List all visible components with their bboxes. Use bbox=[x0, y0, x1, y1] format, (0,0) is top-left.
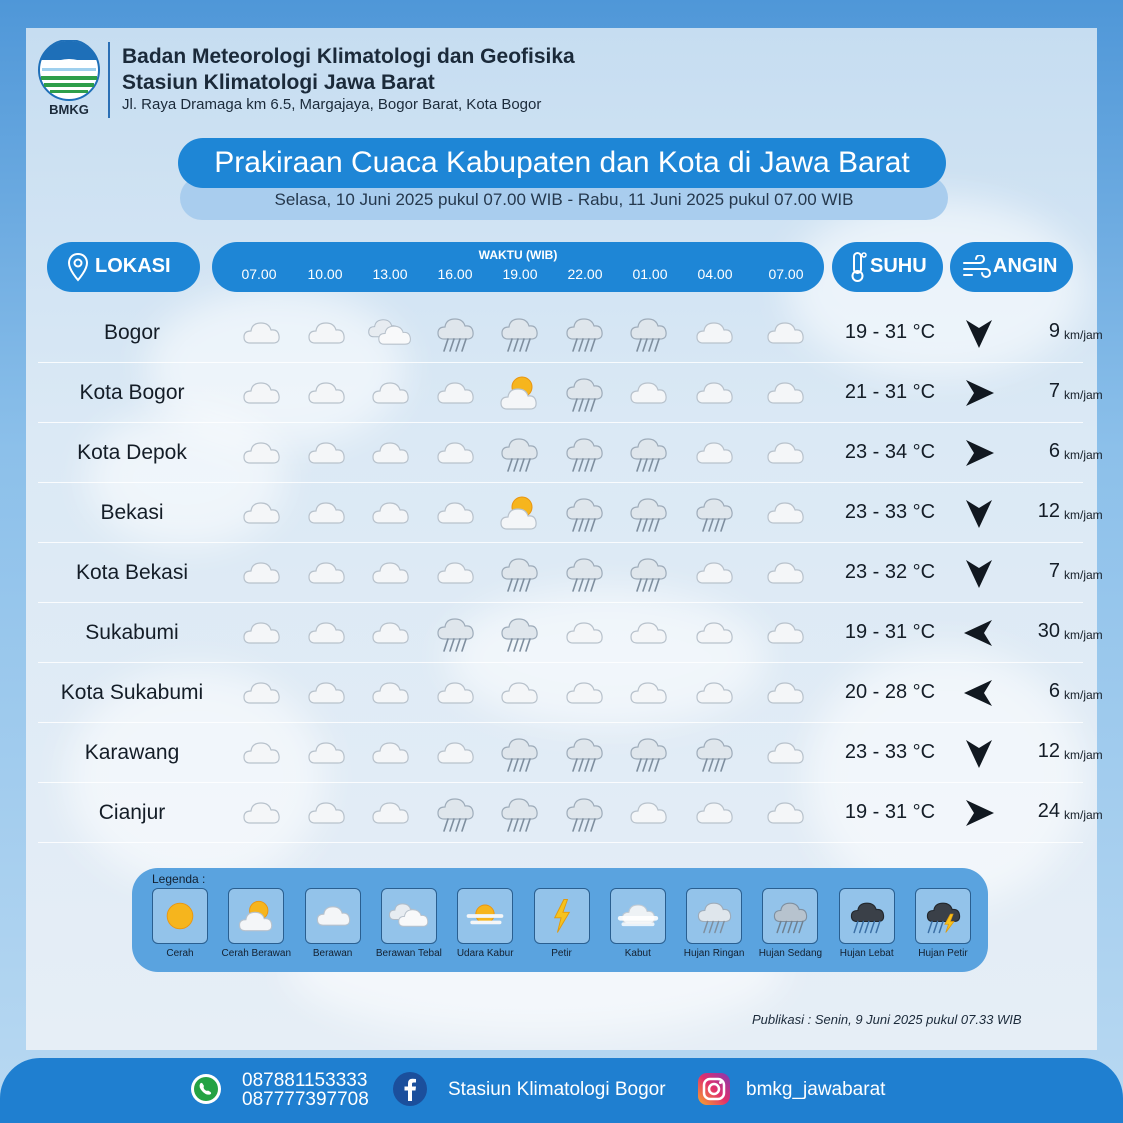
hujan-lebat-icon bbox=[839, 888, 895, 944]
time-label: 13.00 bbox=[372, 266, 408, 282]
berawan-icon bbox=[237, 489, 285, 537]
location-name: Kota Depok bbox=[77, 441, 187, 464]
wind-speed: 9 bbox=[1048, 320, 1060, 342]
hujan-ringan-icon bbox=[690, 489, 738, 537]
whatsapp-icon[interactable] bbox=[188, 1071, 224, 1107]
time-label: 16.00 bbox=[437, 266, 473, 282]
berawan-icon bbox=[560, 609, 608, 657]
berawan-icon bbox=[366, 369, 414, 417]
legend-label: Cerah bbox=[166, 948, 194, 959]
berawan-icon bbox=[761, 789, 809, 837]
legend-label: Cerah Berawan bbox=[221, 948, 292, 959]
time-label: 10.00 bbox=[307, 266, 343, 282]
location-name: Karawang bbox=[84, 741, 180, 764]
wind-speed: 6 bbox=[1048, 440, 1060, 462]
legend-item bbox=[754, 888, 826, 959]
hujan-ringan-icon bbox=[495, 309, 543, 357]
legend-label: Petir bbox=[551, 948, 572, 959]
berawan-icon bbox=[761, 489, 809, 537]
berawan-icon bbox=[690, 309, 738, 357]
table-row bbox=[38, 303, 1103, 363]
lokasi-header bbox=[47, 242, 200, 292]
berawan-icon bbox=[431, 669, 479, 717]
legend-item bbox=[678, 888, 750, 959]
location-name: Bekasi bbox=[100, 501, 164, 524]
berawan-icon bbox=[431, 549, 479, 597]
berawan-icon bbox=[761, 729, 809, 777]
hujan-ringan-icon bbox=[624, 489, 672, 537]
location-name: Cianjur bbox=[98, 801, 166, 824]
berawan-icon bbox=[761, 549, 809, 597]
berawan-icon bbox=[624, 669, 672, 717]
legend-label: Hujan Sedang bbox=[758, 948, 823, 959]
legend-label: Berawan bbox=[312, 948, 353, 959]
cerah-berawan-icon bbox=[228, 888, 284, 944]
station-address: Jl. Raya Dramaga km 6.5, Margajaya, Bogor Barat, Kota Bogor bbox=[122, 96, 542, 113]
instagram-icon[interactable] bbox=[696, 1071, 732, 1107]
udara-kabur-icon bbox=[457, 888, 513, 944]
berawan-icon bbox=[237, 549, 285, 597]
hujan-ringan-icon bbox=[431, 609, 479, 657]
berawan-icon bbox=[761, 369, 809, 417]
hujan-ringan-icon bbox=[560, 549, 608, 597]
berawan-icon bbox=[431, 489, 479, 537]
berawan-icon bbox=[302, 609, 350, 657]
berawan-icon bbox=[624, 789, 672, 837]
logo-text: BMKG bbox=[49, 102, 89, 117]
legend-item bbox=[907, 888, 979, 959]
location-name: Kota Bekasi bbox=[75, 561, 189, 584]
wind-speed: 7 bbox=[1048, 560, 1060, 582]
berawan-icon bbox=[495, 669, 543, 717]
temperature-range: 19 - 31 °C bbox=[844, 801, 936, 823]
location-name: Kota Bogor bbox=[79, 381, 185, 404]
berawan-icon bbox=[302, 669, 350, 717]
hujan-ringan-icon bbox=[624, 729, 672, 777]
legend-label: Hujan Petir bbox=[918, 948, 968, 959]
table-row bbox=[38, 363, 1103, 423]
waktu-header bbox=[212, 242, 824, 292]
wind-unit: km/jam bbox=[1064, 448, 1103, 462]
wind-unit: km/jam bbox=[1064, 748, 1103, 762]
legend-item bbox=[449, 888, 521, 959]
table-row bbox=[38, 723, 1103, 783]
wind-unit: km/jam bbox=[1064, 328, 1103, 342]
wind-direction-arrow-icon bbox=[962, 796, 996, 830]
hujan-ringan-icon bbox=[624, 429, 672, 477]
suhu-header bbox=[832, 242, 943, 292]
legend-label: Udara Kabur bbox=[456, 948, 514, 959]
legend-item bbox=[526, 888, 598, 959]
legend-item bbox=[373, 888, 445, 959]
cerah-berawan-icon bbox=[495, 489, 543, 537]
hujan-ringan-icon bbox=[624, 549, 672, 597]
wind-direction-arrow-icon bbox=[962, 616, 996, 650]
hujan-ringan-icon bbox=[495, 789, 543, 837]
hujan-ringan-icon bbox=[690, 729, 738, 777]
legend-title: Legenda : bbox=[152, 872, 206, 886]
temperature-range: 23 - 32 °C bbox=[844, 561, 936, 583]
berawan-icon bbox=[366, 489, 414, 537]
berawan-tebal-icon bbox=[381, 888, 437, 944]
berawan-icon bbox=[431, 729, 479, 777]
berawan-icon bbox=[302, 369, 350, 417]
berawan-icon bbox=[302, 429, 350, 477]
berawan-icon bbox=[237, 669, 285, 717]
hujan-ringan-icon bbox=[560, 429, 608, 477]
hujan-ringan-icon bbox=[560, 729, 608, 777]
thermometer-icon bbox=[848, 251, 868, 288]
berawan-icon bbox=[237, 729, 285, 777]
berawan-icon bbox=[761, 429, 809, 477]
wind-direction-arrow-icon bbox=[962, 556, 996, 590]
hujan-ringan-icon bbox=[686, 888, 742, 944]
wind-speed: 12 bbox=[1037, 500, 1060, 522]
instagram-account[interactable]: bmkg_jawabarat bbox=[746, 1079, 886, 1100]
wind-direction-arrow-icon bbox=[962, 736, 996, 770]
table-row bbox=[38, 783, 1103, 843]
time-label: 04.00 bbox=[697, 266, 733, 282]
time-label: 22.00 bbox=[567, 266, 603, 282]
hujan-ringan-icon bbox=[624, 309, 672, 357]
temperature-range: 20 - 28 °C bbox=[844, 681, 936, 703]
hujan-ringan-icon bbox=[495, 429, 543, 477]
hujan-ringan-icon bbox=[560, 789, 608, 837]
legend-label: Hujan Lebat bbox=[839, 948, 894, 959]
berawan-tebal-icon bbox=[366, 309, 414, 357]
table-row bbox=[38, 663, 1103, 723]
berawan-icon bbox=[237, 429, 285, 477]
berawan-icon bbox=[624, 369, 672, 417]
berawan-icon bbox=[302, 729, 350, 777]
table-row bbox=[38, 603, 1103, 663]
station-name: Stasiun Klimatologi Jawa Barat bbox=[122, 71, 435, 94]
header-divider bbox=[108, 42, 110, 118]
berawan-icon bbox=[237, 609, 285, 657]
wind-unit: km/jam bbox=[1064, 628, 1103, 642]
berawan-icon bbox=[690, 789, 738, 837]
legend-item bbox=[297, 888, 369, 959]
wind-direction-arrow-icon bbox=[962, 676, 996, 710]
location-name: Kota Sukabumi bbox=[60, 681, 204, 704]
table-row bbox=[38, 483, 1103, 543]
wind-direction-arrow-icon bbox=[962, 496, 996, 530]
time-label: 01.00 bbox=[632, 266, 668, 282]
lokasi-label: LOKASI bbox=[95, 255, 171, 277]
berawan-icon bbox=[560, 669, 608, 717]
berawan-icon bbox=[431, 369, 479, 417]
phone-number[interactable]: 087777397708 bbox=[242, 1089, 369, 1110]
wind-speed: 6 bbox=[1048, 680, 1060, 702]
hujan-ringan-icon bbox=[560, 369, 608, 417]
temperature-range: 19 - 31 °C bbox=[844, 621, 936, 643]
berawan-icon bbox=[237, 369, 285, 417]
wind-unit: km/jam bbox=[1064, 508, 1103, 522]
berawan-icon bbox=[690, 669, 738, 717]
wind-unit: km/jam bbox=[1064, 688, 1103, 702]
hujan-ringan-icon bbox=[431, 309, 479, 357]
legend-item bbox=[831, 888, 903, 959]
page-title: Prakiraan Cuaca Kabupaten dan Kota di Jawa Barat bbox=[178, 138, 946, 188]
berawan-icon bbox=[366, 669, 414, 717]
berawan-icon bbox=[366, 429, 414, 477]
wind-icon bbox=[962, 255, 992, 284]
hujan-petir-icon bbox=[915, 888, 971, 944]
wind-unit: km/jam bbox=[1064, 568, 1103, 582]
contact-footer bbox=[0, 1058, 1123, 1123]
facebook-icon[interactable] bbox=[392, 1071, 428, 1107]
berawan-icon bbox=[624, 609, 672, 657]
berawan-icon bbox=[761, 609, 809, 657]
cerah-icon bbox=[152, 888, 208, 944]
wind-speed: 30 bbox=[1037, 620, 1060, 642]
temperature-range: 19 - 31 °C bbox=[844, 321, 936, 343]
location-name: Bogor bbox=[103, 321, 161, 344]
wind-speed: 7 bbox=[1048, 380, 1060, 402]
time-label: 07.00 bbox=[241, 266, 277, 282]
hujan-ringan-icon bbox=[560, 309, 608, 357]
legend-item bbox=[220, 888, 292, 959]
legend-label: Kabut bbox=[624, 948, 651, 959]
waktu-label: WAKTU (WIB) bbox=[478, 248, 558, 262]
berawan-icon bbox=[761, 309, 809, 357]
legend-item bbox=[144, 888, 216, 959]
berawan-icon bbox=[366, 609, 414, 657]
legend-label: Hujan Ringan bbox=[683, 948, 745, 959]
angin-header bbox=[950, 242, 1073, 292]
forecast-period: Selasa, 10 Juni 2025 pukul 07.00 WIB - Rabu, 11 Juni 2025 pukul 07.00 WIB bbox=[274, 190, 854, 209]
bmkg-logo bbox=[36, 40, 102, 120]
hujan-ringan-icon bbox=[431, 789, 479, 837]
berawan-icon bbox=[366, 549, 414, 597]
berawan-icon bbox=[366, 789, 414, 837]
legend-item bbox=[602, 888, 674, 959]
berawan-icon bbox=[690, 609, 738, 657]
hujan-ringan-icon bbox=[495, 549, 543, 597]
hujan-ringan-icon bbox=[560, 489, 608, 537]
hujan-ringan-icon bbox=[495, 729, 543, 777]
hujan-sedang-icon bbox=[762, 888, 818, 944]
berawan-icon bbox=[690, 429, 738, 477]
wind-unit: km/jam bbox=[1064, 388, 1103, 402]
angin-label: ANGIN bbox=[993, 255, 1058, 277]
berawan-icon bbox=[237, 789, 285, 837]
kabut-icon bbox=[610, 888, 666, 944]
berawan-icon bbox=[302, 789, 350, 837]
legend-panel bbox=[132, 868, 988, 972]
temperature-range: 23 - 33 °C bbox=[844, 501, 936, 523]
berawan-icon bbox=[302, 489, 350, 537]
suhu-label: SUHU bbox=[870, 255, 927, 277]
petir-icon bbox=[534, 888, 590, 944]
time-label: 19.00 bbox=[502, 266, 538, 282]
time-label: 07.00 bbox=[768, 266, 804, 282]
berawan-icon bbox=[690, 549, 738, 597]
temperature-range: 23 - 33 °C bbox=[844, 741, 936, 763]
wind-unit: km/jam bbox=[1064, 808, 1103, 822]
temperature-range: 23 - 34 °C bbox=[844, 441, 936, 463]
berawan-icon bbox=[302, 309, 350, 357]
publication-date: Publikasi : Senin, 9 Juni 2025 pukul 07.33 WIB bbox=[752, 1012, 1022, 1027]
berawan-icon bbox=[302, 549, 350, 597]
berawan-icon bbox=[761, 669, 809, 717]
table-row bbox=[38, 543, 1103, 603]
location-name: Sukabumi bbox=[85, 621, 179, 644]
wind-speed: 12 bbox=[1037, 740, 1060, 762]
wind-direction-arrow-icon bbox=[962, 436, 996, 470]
location-pin-icon bbox=[67, 252, 89, 287]
hujan-ringan-icon bbox=[495, 609, 543, 657]
cerah-berawan-icon bbox=[495, 369, 543, 417]
phone-number[interactable]: 087881153333 bbox=[242, 1070, 368, 1091]
wind-direction-arrow-icon bbox=[962, 316, 996, 350]
org-name: Badan Meteorologi Klimatologi dan Geofisika bbox=[122, 45, 575, 68]
facebook-account[interactable]: Stasiun Klimatologi Bogor bbox=[448, 1079, 666, 1100]
berawan-icon bbox=[690, 369, 738, 417]
temperature-range: 21 - 31 °C bbox=[844, 381, 936, 403]
legend-label: Berawan Tebal bbox=[375, 948, 442, 959]
berawan-icon bbox=[305, 888, 361, 944]
berawan-icon bbox=[366, 729, 414, 777]
table-row bbox=[38, 423, 1103, 483]
wind-direction-arrow-icon bbox=[962, 376, 996, 410]
wind-speed: 24 bbox=[1037, 800, 1060, 822]
berawan-icon bbox=[431, 429, 479, 477]
berawan-icon bbox=[237, 309, 285, 357]
